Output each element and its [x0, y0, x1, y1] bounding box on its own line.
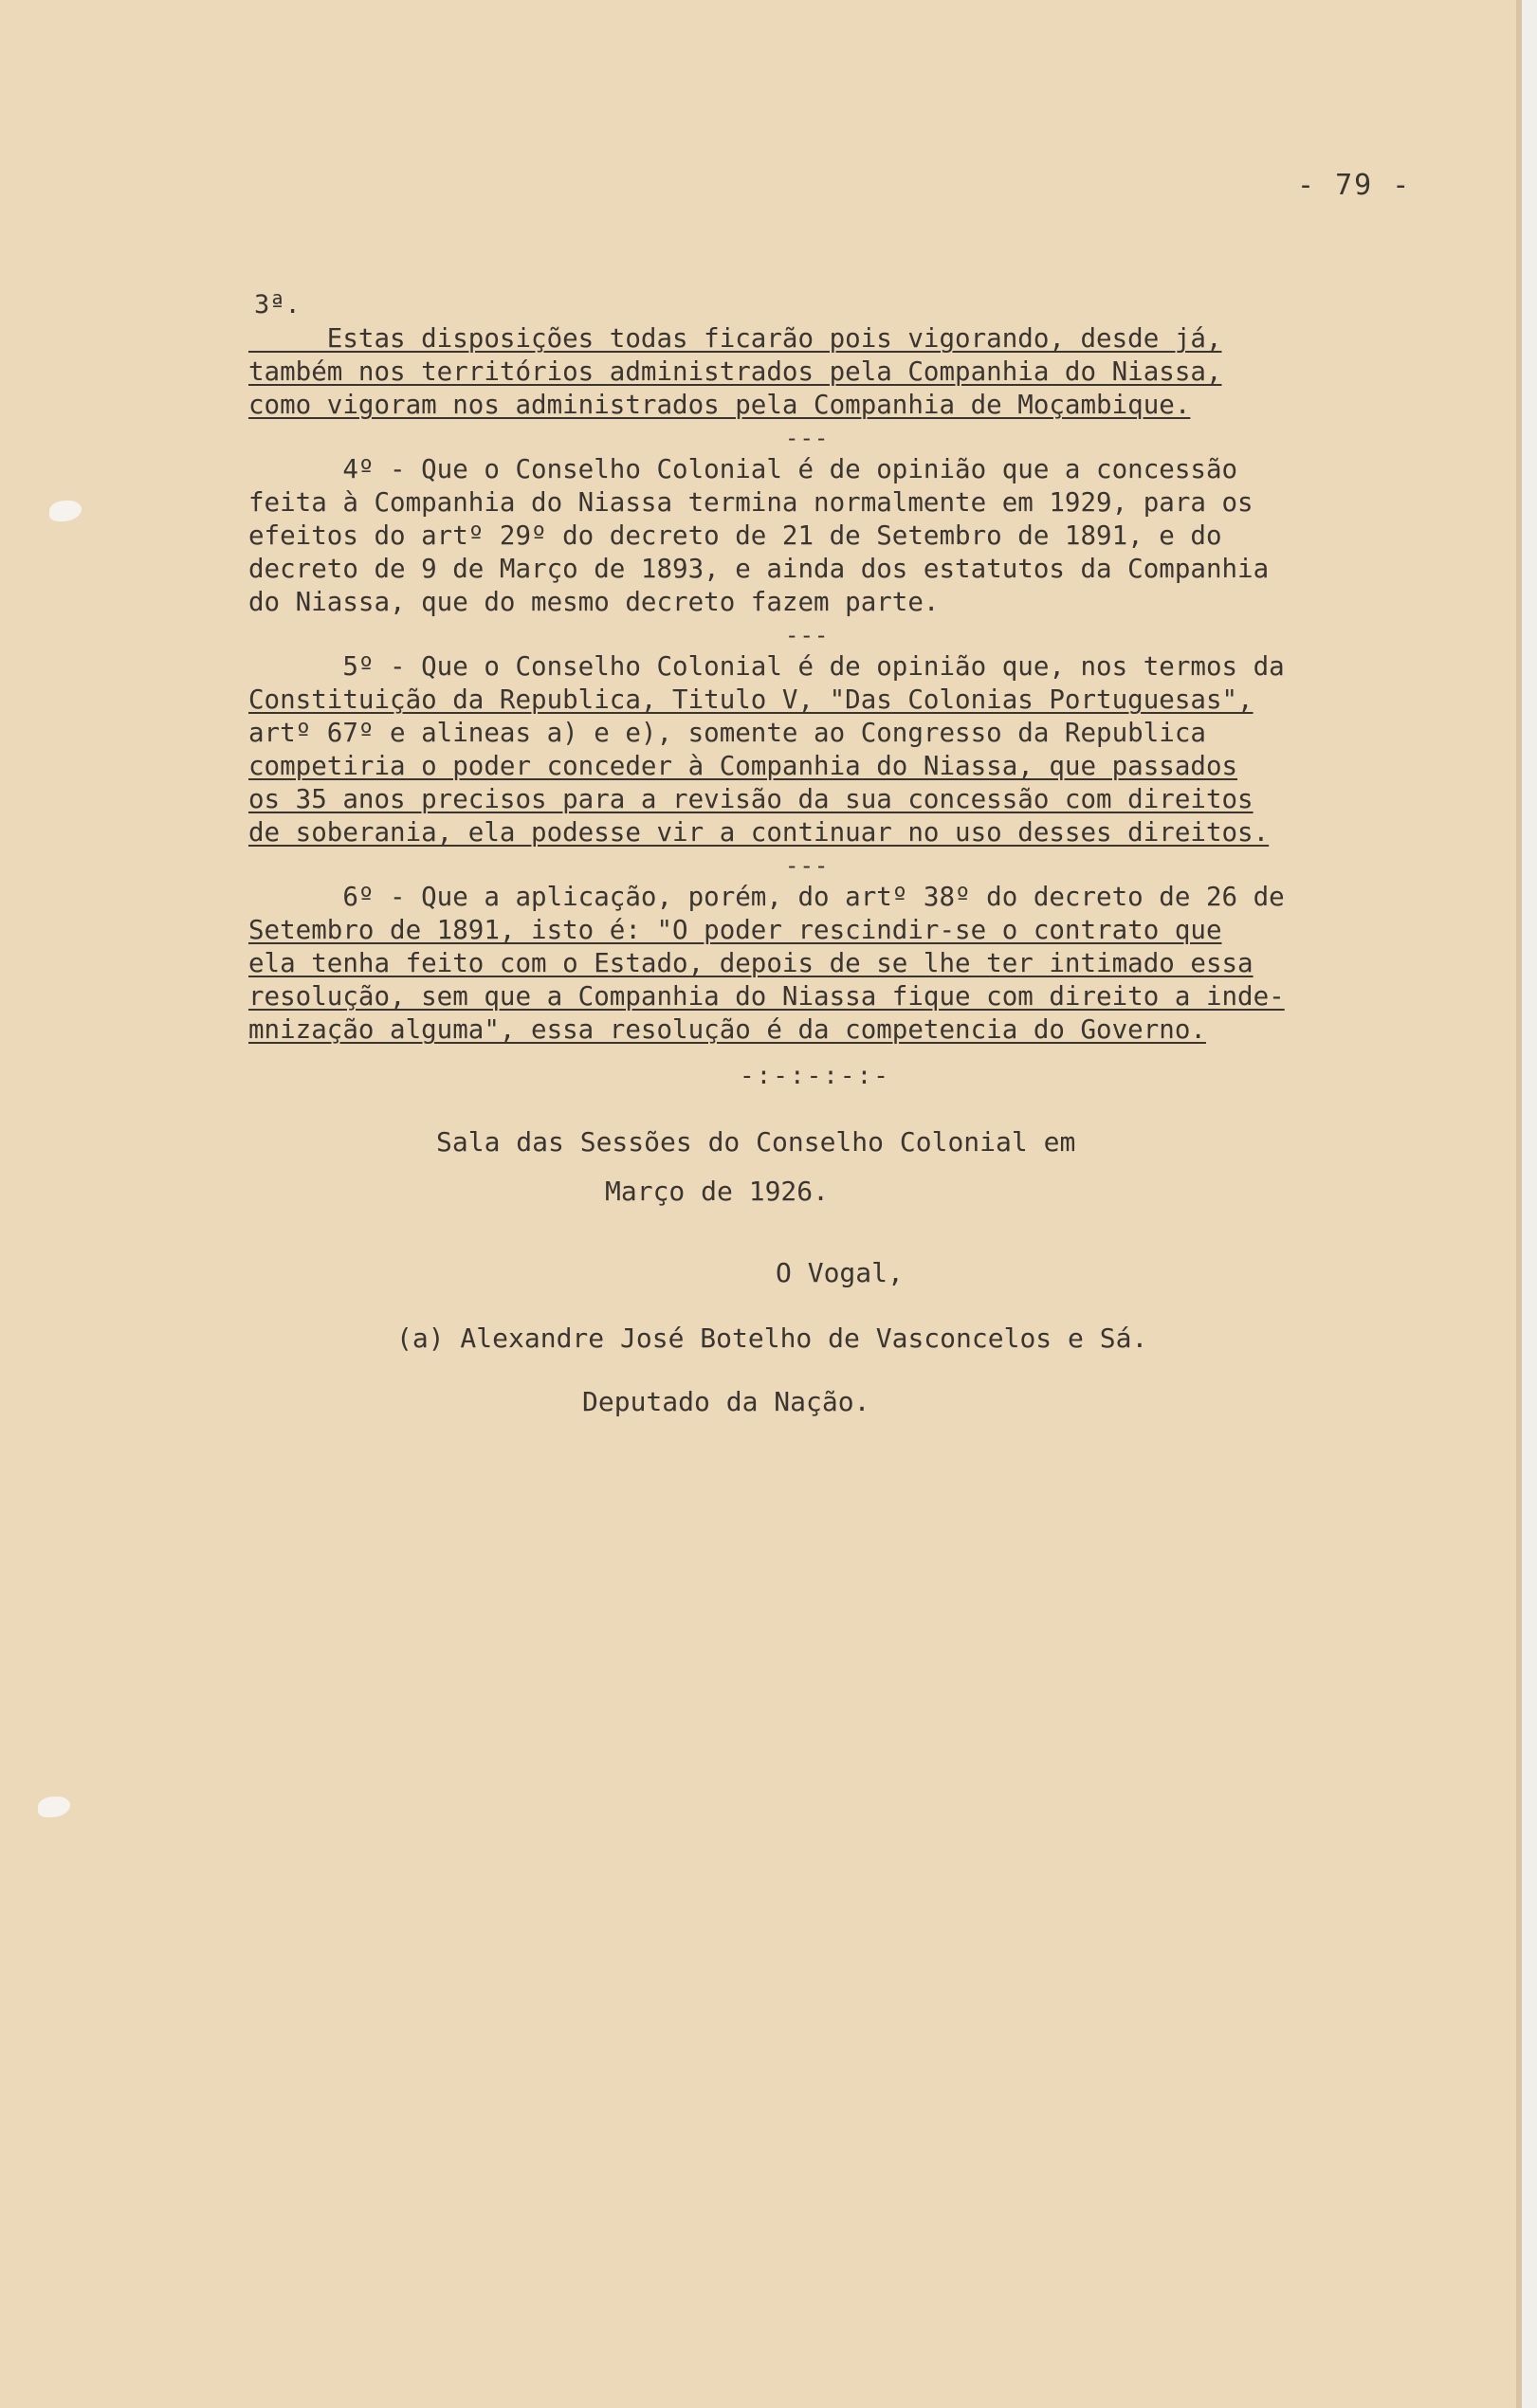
paragraph-3-line: também nos territórios administrados pela Companhia do Niassa,: [248, 356, 1222, 387]
paragraph-5-line: competiria o poder conceder à Companhia do Niassa, que passados: [248, 751, 1238, 781]
section-ornament: -:-:-:-:-: [740, 1062, 890, 1090]
paragraph-4-line: feita à Companhia do Niassa termina normalmente em 1929, para os: [248, 487, 1253, 518]
separator: ---: [785, 852, 830, 879]
page-number: - 79 -: [1297, 169, 1412, 202]
paragraph-6-line: ela tenha feito com o Estado, depois de se lhe ter intimado essa: [248, 948, 1253, 978]
closing-title: Deputado da Nação.: [582, 1386, 870, 1417]
paragraph-3-line: Estas disposições todas ficarão pois vigorando, desde já,: [248, 323, 1222, 354]
page-edge: [1522, 0, 1537, 2408]
paragraph-4-line: do Niassa, que do mesmo decreto fazem parte.: [248, 587, 940, 617]
paragraph-3-line: como vigoram nos administrados pela Companhia de Moçambique.: [248, 390, 1191, 420]
paragraph-5-line: 5º - Que o Conselho Colonial é de opinião que, nos termos da: [248, 651, 1285, 682]
paragraph-6-line: 6º - Que a aplicação, porém, do artº 38º do decreto de 26 de: [248, 882, 1285, 912]
paragraph-6-line: resolução, sem que a Companhia do Niassa fique com direito a inde-: [248, 981, 1285, 1012]
paragraph-4-line: efeitos do artº 29º do decreto de 21 de Setembro de 1891, e do: [248, 520, 1222, 551]
paragraph-5-line: artº 67º e alineas a) e e), somente ao Congresso da Republica: [248, 718, 1206, 748]
paragraph-6-line: mnização alguma", essa resolução é da competencia do Governo.: [248, 1014, 1206, 1045]
closing-place-line: Sala das Sessões do Conselho Colonial em: [436, 1126, 1076, 1158]
paragraph-4-line: 4º - Que o Conselho Colonial é de opinião que a concessão: [248, 454, 1238, 484]
closing-signatory: (a) Alexandre José Botelho de Vasconcelos e Sá.: [396, 1323, 1148, 1354]
closing-date-line: Março de 1926.: [605, 1176, 830, 1207]
separator: ---: [785, 425, 830, 451]
paragraph-5-line: os 35 anos precisos para a revisão da sua concessão com direitos: [248, 784, 1253, 814]
paragraph-5-line: de soberania, ela podesse vir a continuar no uso desses direitos.: [248, 817, 1270, 848]
closing-role: O Vogal,: [776, 1257, 904, 1288]
separator: ---: [785, 622, 830, 648]
paragraph-4-line: decreto de 9 de Março de 1893, e ainda dos estatutos da Companhia: [248, 554, 1270, 584]
paragraph-5-line: Constituição da Republica, Titulo V, "Das Colonias Portuguesas",: [248, 684, 1253, 715]
paragraph-6-line: Setembro de 1891, isto é: "O poder rescindir-se o contrato que: [248, 915, 1222, 945]
section-number: 3ª.: [254, 290, 301, 319]
